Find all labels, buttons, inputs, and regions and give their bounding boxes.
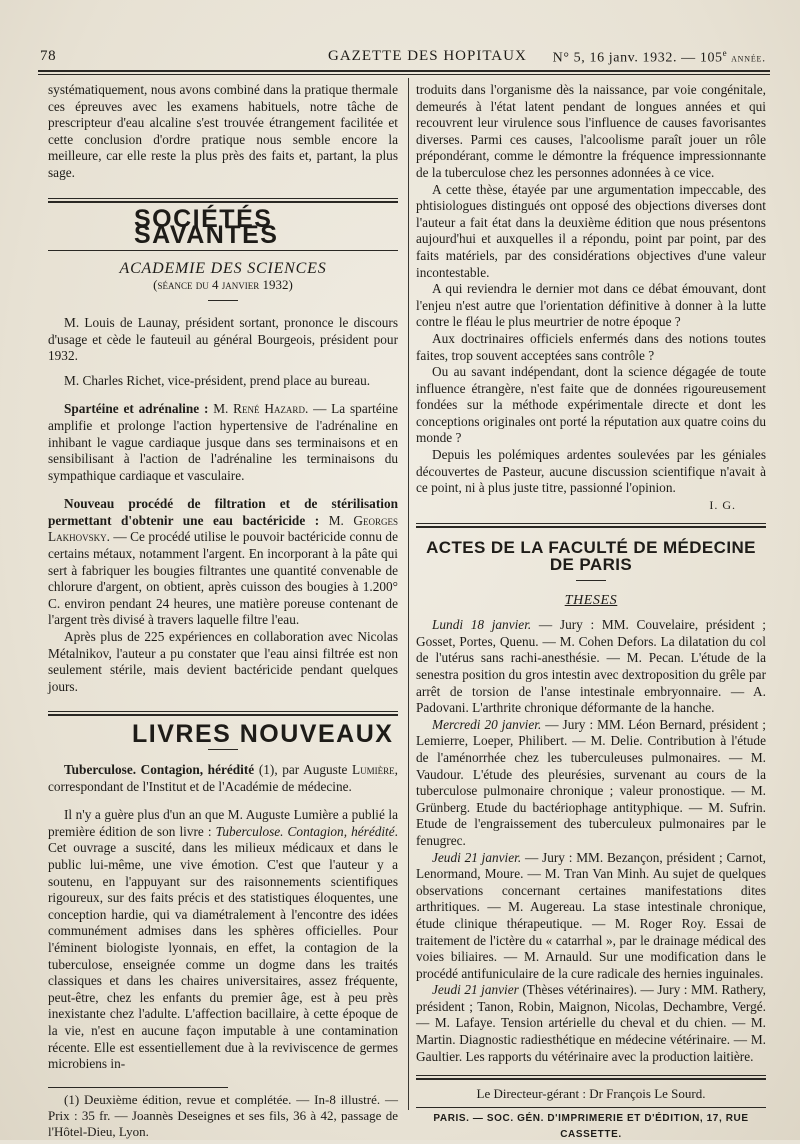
- short-rule: [208, 300, 238, 301]
- p4-body: — Ce procédé utilise le pouvoir bactéricide connu de certains métaux, notamment l'argent. En incorporant à la pâte qui sert à fabriquer les bougies filtrantes une quantité convenable de chlorure d'argent, on obtient, après cuisson des bougies à 1.200° C. environ pendant 24 heures, une matière poreuse contenant de l'argent très divisé à travers laquelle filtre l'eau.: [48, 529, 398, 628]
- review-paragraph-3: A qui reviendra le dernier mot dans ce débat émouvant, dont l'enjeu n'est autre que l'orientation définitive à donner à la lutte contre le fléau le plus meurtrier de notre époque ?: [416, 281, 766, 330]
- signature: I. G.: [709, 497, 736, 512]
- academie-heading: ACADEMIE DES SCIENCES: [119, 259, 327, 277]
- book-entry: [48, 762, 398, 795]
- p4-heading: Nouveau procédé de filtration et de stérilisation permettant d'obtenir une eau bactéricide :: [48, 496, 398, 528]
- societes-savantes-heading: SOCIÉTÉS SAVANTES: [134, 204, 279, 250]
- academie-paragraph-5: Après plus de 225 expériences en collaboration avec Nicolas Métalnikov, l'auteur a pu constater que l'eau ainsi filtrée est non seulement stérile, mais devient bactéricide pendant quelques jours.: [48, 629, 398, 694]
- issue-info: [553, 48, 766, 67]
- issue-tail: année.: [727, 50, 766, 65]
- t4-date: Jeudi 21 janvier: [432, 982, 519, 998]
- review-continued: troduits dans l'organisme dès la naissance, par voie congénitale, demeurés à l'état latent pendant de longues années et qui recouvrent leur virulence sous l'influence de causes favorisantes diverses. Parmi ces causes, l'alcoolisme paraît jouer un rôle prépondérant, comme le démontre la fréquence impressionnante de la tuberculose chez les personnes adonnées à ce vice.: [416, 82, 766, 180]
- journal-title: GAZETTE DES HOPITAUX: [328, 48, 527, 64]
- t3-body: — Jury : MM. Bezançon, président ; Carnot, Lenormand, Moure. — M. Tran Van Minh. Au sujet de quelques observations concernant certaines manifestations dites arthritiques. — M. Augereau. La stase intestinale chronique, étude clinique thérapeutique. — M. Roger Roy. Essai de traitement de l'ictère du « catarrhal », par le drainage médical des voies biliaires. — M. Arnauld. Sur une modification dans le procédé antifuniculaire de la cure radicale des hernies inguinales.: [416, 849, 766, 981]
- actes-faculte-heading: ACTES DE LA FACULTÉ DE MÉDECINE DE PARIS: [426, 538, 756, 575]
- these-entry-3: [416, 850, 766, 983]
- p3-author: M. René Hazard.: [213, 401, 309, 417]
- issue-sup: e: [722, 48, 728, 58]
- t2-date: Mercredi 20 janvier.: [432, 716, 542, 732]
- t1-date: Lundi 18 janvier.: [432, 617, 532, 633]
- intro-paragraph: systématiquement, nous avons combiné dans la pratique thermale ces épreuves avec les examens habituels, notre tâche de prescripteur d'eau alcaline s'est trouvée étrangement facilitée et cette conclusion d'ordre pratique nous semble encore la meilleure, car elle reste la plus près des faits et, partant, la plus sage.: [48, 82, 398, 180]
- p3-heading: Spartéine et adrénaline :: [64, 401, 209, 417]
- review-title: Tuberculose. Contagion, hérédité: [215, 823, 395, 839]
- academie-paragraph-3: [48, 401, 398, 484]
- livres-nouveaux-heading: LIVRES NOUVEAUX: [132, 720, 394, 749]
- page-number: 78: [40, 48, 57, 64]
- running-header: [38, 44, 770, 68]
- academie-paragraph-1: M. Louis de Launay, président sortant, prononce le discours d'usage et cède le fauteuil au général Bourgeois, président pour 1932.: [48, 314, 398, 364]
- academie-paragraph-2: M. Charles Richet, vice-président, prend place au bureau.: [64, 372, 371, 388]
- these-entry-1: [416, 617, 766, 717]
- review-b: . Cet ouvrage a suscité, dans les milieux médicaux et dans le public lui-même, une vive émotion. C'est que l'auteur y a soutenu, en l'appuyant sur des raisonnements scientifiques rigoureux, sur des faits précis et des statistiques éloquentes, une conception hardie, qui va diamétralement à l'encontre des idées communément admises dans les sphères officielles. Pour l'éminent biologiste lyonnais, en effet, la contagion de la tuberculose, enseignée comme un dogme dans les traités classiques et dans les chaires universitaires, assez fréquente, peut-être, chez les enfants du premier âge, est à peu près inexistante chez l'adulte. L'affection bacillaire, à cette époque de la vie, n'est en aucune façon imputable à une contamination récente. Elle est essentiellement due à la reviviscence de germes microbiens in-: [48, 823, 398, 1072]
- review-a: Il n'y a guère plus d'un an que M. Auguste Lumière a publié la première édition de son livre :: [48, 807, 398, 839]
- theses-heading: THESES: [564, 592, 618, 608]
- short-rule-2: [208, 749, 238, 750]
- book-ref: (1), par Auguste: [254, 762, 353, 777]
- t2-body: — Jury : MM. Léon Bernard, président ; Lemierre, Loeper, Philibert. — M. Delie. Contribution à l'étude de l'aménorrhée chez les tuberculeuses pulmonaires. — M. Vaudour. L'étude des pleurésies, survenant au cours de la tuberculose pulmonaire chronique ; valeur pronostique. — M. Grünberg. Etude du bactériophage antityphique. — M. Sufrin. Etude de l'engraissement des tuberculeux pulmonaires par le fenugrec.: [416, 716, 766, 848]
- directeur-gerant: Le Directeur-gérant : Dr François Le Sourd.: [476, 1086, 706, 1102]
- review-paragraph-2: A cette thèse, étayée par une argumentation impeccable, des phtisiologues distingués ont opposé des objections diverses dont l'auteur a fait état dans la deuxième édition que nous présentons aujourd'hui et auxquelles il a répondu, point par point, par des faits matériels, par des considérations objectives d'une valeur incontestable.: [416, 181, 766, 280]
- these-entry-2: [416, 717, 766, 850]
- right-column: [416, 82, 766, 1144]
- short-rule-3: [576, 580, 606, 581]
- book-tail: , correspondant de l'Institut et de l'Académie de médecine.: [48, 762, 398, 794]
- t4-body: (Thèses vétérinaires). — Jury : MM. Rathery, président ; Tanon, Robin, Maignon, Nicolas, Dechambre, Vergé. — M. Lafaye. Tension artérielle du cheval et du chien. — M. Martin. Diagnostic radiesthétique en médecine vétérinaire. — M. Gaultier. Les rapports du vétérinaire avec la production laitière.: [416, 982, 767, 1064]
- review-paragraph-6: Depuis les polémiques ardentes soulevées par les géniales découvertes de Pasteur, aucune discussion scientifique n'avait à ce point, ni à plus juste titre, passionné l'opinion.: [416, 447, 766, 496]
- header-rule: [38, 70, 770, 72]
- left-column: [48, 82, 398, 1140]
- p3-body: — La spartéine amplifie et prolonge l'action hypertensive de l'adrénaline en inhibant le vague cardiaque jusque dans ses terminaisons et en sensibilisant à l'action de l'adrénaline les terminaisons du sympathique cardiaque et vasculaire.: [48, 401, 398, 483]
- review-paragraph-4: Aux doctrinaires officiels enfermés dans des notions toutes faites, trop souvent acceptées sans contrôle ?: [416, 330, 766, 363]
- review-paragraph-5: Ou au savant indépendant, dont la science dégagée de toute influence étrangère, n'est faite que de données rigoureusement fondées sur la méthode expérimentale directe et dont les conceptions originales ont porté la réputation aux quatre coins du monde ?: [416, 364, 766, 446]
- book-author: Lumière: [352, 762, 395, 777]
- column-divider: [408, 78, 409, 1110]
- printer-line: PARIS. — SOC. GÉN. D'IMPRIMERIE ET D'ÉDITION, 17, RUE CASSETTE.: [433, 1112, 749, 1141]
- book-review: [48, 807, 398, 1073]
- t3-date: Jeudi 21 janvier.: [432, 849, 522, 865]
- book-title: Tuberculose. Contagion, hérédité: [64, 762, 255, 777]
- footnote: (1) Deuxième édition, revue et complétée. — In-8 illustré. — Prix : 35 fr. — Joannès Deseignes et ses fils, 36 à 42, passage de l'Hôtel-Dieu, Lyon.: [48, 1091, 398, 1139]
- issue-text: N° 5, 16 janv. 1932. — 105: [552, 50, 723, 66]
- header-rule-thin: [38, 74, 770, 75]
- these-entry-4: [416, 982, 766, 1065]
- seance-date: (séance du 4 janvier 1932): [153, 277, 293, 293]
- t1-body: — Jury : MM. Couvelaire, président ; Gosset, Portes, Quenu. — M. Cohen Defors. La dilatation du col de l'utérus sans rachi-anesthésie. — M. Pecan. L'étude de la senestra position du gros intestin avec dextroposition du grêle par arrêt de torsion de l'anse intestinale embryonnaire. — A. Padovani. L'arthrite chronique déformante de la hanche.: [416, 617, 766, 716]
- academie-paragraph-4: [48, 496, 398, 629]
- p4-author: M. Georges Lakhovsky.: [48, 512, 398, 545]
